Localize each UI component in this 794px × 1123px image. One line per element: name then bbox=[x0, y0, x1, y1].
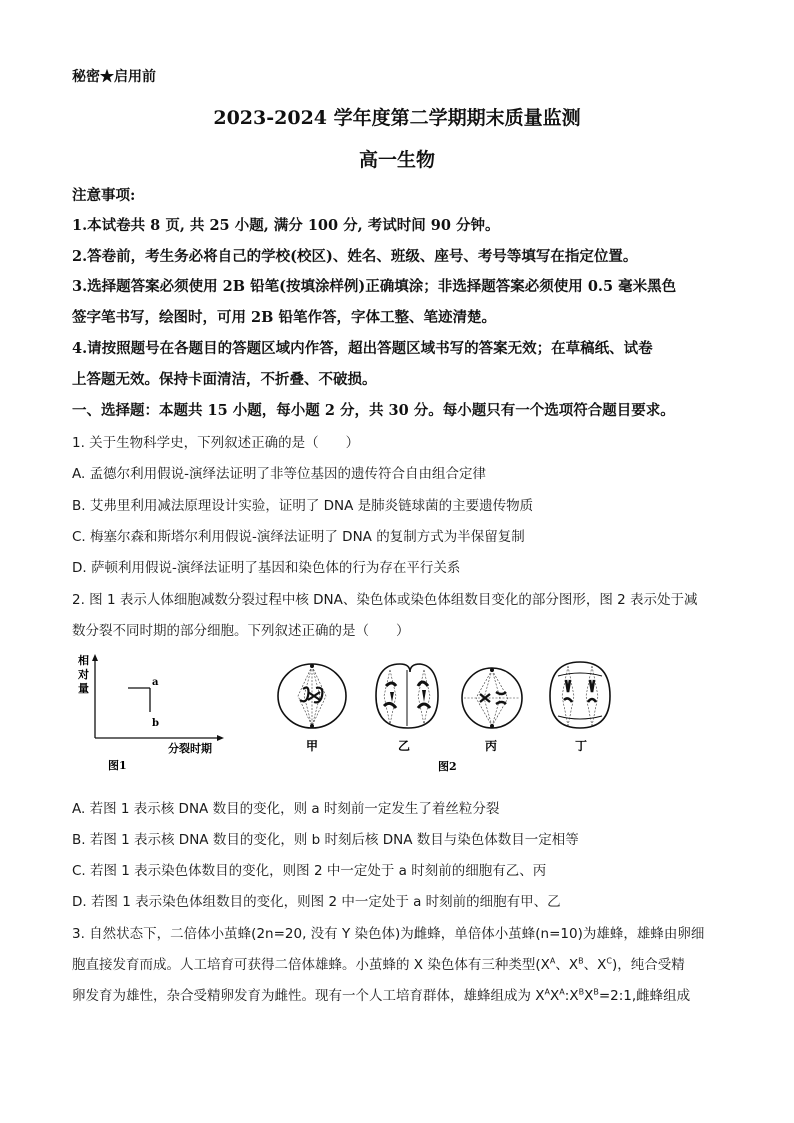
fig2-caption: 图2 bbox=[438, 760, 457, 773]
q3-line2: 胞直接发育而成。人工培育可获得二倍体雄蜂。小茧蜂的 X 染色体有三种类型($X^A$、$X^B$、$X^C$)，纯合受精 bbox=[72, 956, 685, 973]
fig1-ylabel-3: 量 bbox=[78, 682, 89, 695]
subject-title: 高一生物 bbox=[358, 149, 435, 171]
notice-item-1: 1.本试卷共 8 页, 共 25 小题, 满分 100 分, 考试时间 90 分钟。 bbox=[72, 217, 500, 234]
cell-label-ding: 丁 bbox=[575, 739, 588, 753]
fig1-point-b: b bbox=[152, 718, 159, 729]
fig1-ylabel-1: 相 bbox=[78, 654, 89, 667]
notice-item-2: 2.答卷前，考生务必将自己的学校(校区)、姓名、班级、座号、考号等填写在指定位置。 bbox=[72, 248, 638, 265]
cell-bing bbox=[462, 668, 522, 728]
figure-1-graph bbox=[70, 650, 230, 776]
cell-label-yi: 乙 bbox=[398, 739, 411, 753]
q2-stem-line1: 2. 图 1 表示人体细胞减数分裂过程中核 DNA、染色体或染色体组数目变化的部分图形，图 2 表示处于减 bbox=[72, 592, 698, 608]
figure-2-cells bbox=[268, 656, 628, 774]
notice-item-3a: 3.选择题答案必须使用 2B 铅笔(按填涂样例)正确填涂；非选择题答案必须使用 0.5 毫米黑色 bbox=[72, 278, 677, 295]
cell-yi bbox=[376, 664, 438, 728]
exam-title: 2023-2024 学年度第二学期期末质量监测 bbox=[213, 107, 581, 129]
q2-option-b: B. 若图 1 表示核 DNA 数目的变化，则 b 时刻后核 DNA 数目与染色体数目一定相等 bbox=[72, 832, 579, 848]
fig1-point-a: a bbox=[152, 677, 159, 688]
section-heading: 一、选择题：本题共 15 小题，每小题 2 分，共 30 分。每小题只有一个选项符合题目要求。 bbox=[72, 402, 675, 419]
q3-line3: 卵发育为雄性，杂合受精卵发育为雌性。现有一个人工培育群体，雄蜂组成为 $X^AX^A:X^BX^B=2:1$,雌蜂组成 bbox=[72, 987, 691, 1004]
q2-option-d: D. 若图 1 表示染色体组数目的变化，则图 2 中一定处于 a 时刻前的细胞有甲、乙 bbox=[72, 894, 561, 910]
q3-line1: 3. 自然状态下，二倍体小茧蜂(2n=20, 没有 Y 染色体)为雌蜂，单倍体小茧蜂(n=10)为雄蜂，雄蜂由卵细 bbox=[72, 926, 705, 942]
cell-ding bbox=[550, 662, 610, 728]
q2-option-a: A. 若图 1 表示核 DNA 数目的变化，则 a 时刻前一定发生了着丝粒分裂 bbox=[72, 801, 500, 817]
fig1-caption: 图1 bbox=[108, 759, 127, 772]
q2-option-c: C. 若图 1 表示染色体数目的变化，则图 2 中一定处于 a 时刻前的细胞有乙、丙 bbox=[72, 863, 547, 879]
cell-jia bbox=[278, 664, 346, 728]
cell-label-jia: 甲 bbox=[306, 739, 319, 753]
q1-option-b: B. 艾弗里利用减法原理设计实验，证明了 DNA 是肺炎链球菌的主要遗传物质 bbox=[72, 498, 534, 514]
notice-item-4b: 上答题无效。保持卡面清洁，不折叠、不破损。 bbox=[72, 371, 377, 388]
fig1-xlabel: 分裂时期 bbox=[168, 742, 212, 755]
fig1-ylabel-2: 对 bbox=[78, 668, 89, 681]
cell-label-bing: 丙 bbox=[485, 739, 498, 753]
notice-heading: 注意事项: bbox=[72, 187, 136, 204]
confidential-label: 秘密★启用前 bbox=[72, 69, 156, 85]
q1-option-d: D. 萨顿利用假说-演绎法证明了基因和染色体的行为存在平行关系 bbox=[72, 560, 461, 576]
q1-option-c: C. 梅塞尔森和斯塔尔利用假说-演绎法证明了 DNA 的复制方式为半保留复制 bbox=[72, 529, 525, 545]
q1-option-a: A. 孟德尔利用假说-演绎法证明了非等位基因的遗传符合自由组合定律 bbox=[72, 466, 486, 482]
q1-stem: 1. 关于生物科学史，下列叙述正确的是（ ） bbox=[72, 435, 360, 451]
notice-item-3b: 签字笔书写，绘图时，可用 2B 铅笔作答，字体工整、笔迹清楚。 bbox=[72, 309, 496, 326]
notice-item-4a: 4.请按照题号在各题目的答题区域内作答，超出答题区域书写的答案无效；在草稿纸、试卷 bbox=[72, 340, 653, 357]
q2-stem-line2: 数分裂不同时期的部分细胞。下列叙述正确的是（ ） bbox=[72, 623, 410, 639]
